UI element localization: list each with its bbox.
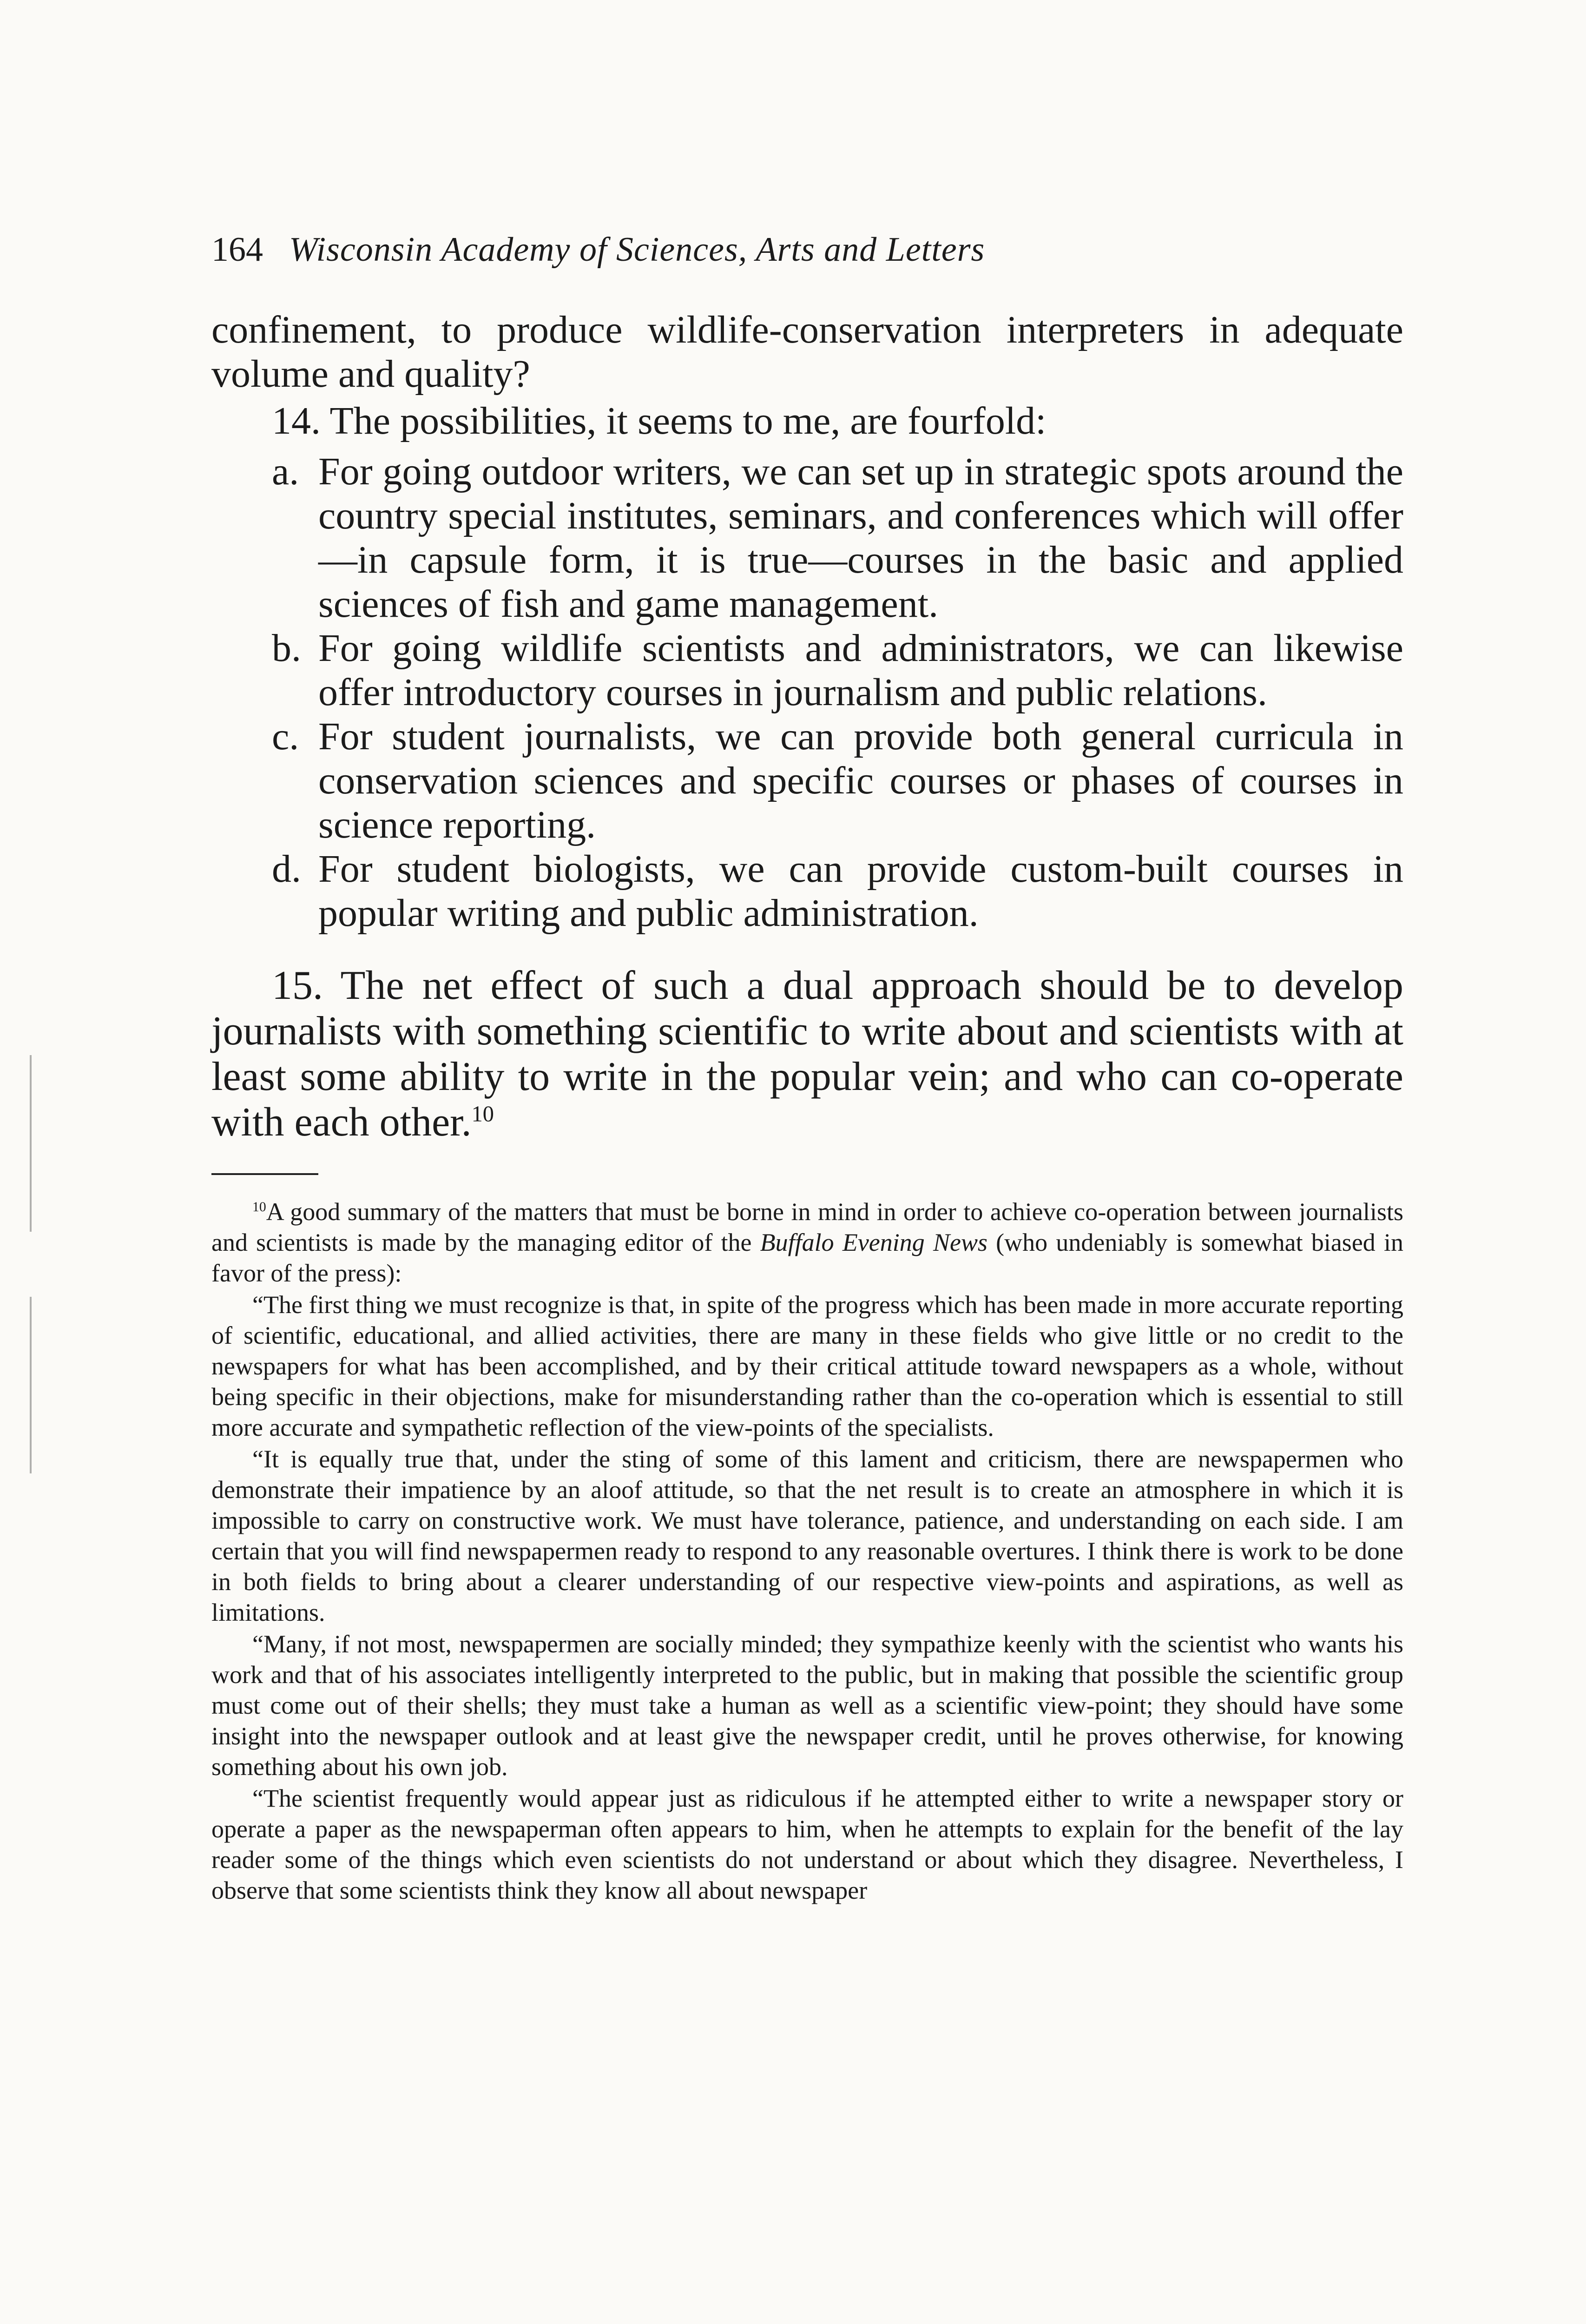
list-item-text: For student biologists, we can provide custom-built courses in popular writing and public administration. <box>318 847 1403 935</box>
list-item <box>211 449 1403 626</box>
footnote-intro <box>211 1196 1403 1288</box>
list-item-text: For student journalists, we can provide both general curricula in conservation sciences and specific courses or phases of courses in science reporting. <box>318 715 1403 846</box>
list-item-text: For going outdoor writers, we can set up in strategic spots around the country special institutes, seminars, and conferences which will offer—in capsule form, it is true—courses in the basic and applied sciences of fish and game management. <box>318 450 1403 626</box>
footnote-quote-3: “Many, if not most, newspapermen are socially minded; they sympathize keenly with the scientist who wants his work and that of his associates intelligently interpreted to the public, but in making that possible the scientific group must come out of their shells; they must take a human as well as a scientific view-point; they should have some insight into the newspaper outlook and at least give the newspaper credit, until he proves otherwise, for knowing something about his own job. <box>211 1630 1403 1781</box>
footnote-divider <box>211 1173 318 1175</box>
paragraph-continuation: confinement, to produce wildlife-conservation interpreters in adequate volume and quality? <box>211 308 1403 396</box>
list-item-label: d. <box>272 847 301 891</box>
list-item-label: b. <box>272 627 301 670</box>
scan-margin-mark-1 <box>30 1055 32 1232</box>
running-header <box>211 232 1403 267</box>
running-title: Wisconsin Academy of Sciences, Arts and Letters <box>289 231 985 269</box>
footnote-quote-2: “It is equally true that, under the sting of some of this lament and criticism, there are newspapermen who demonstrate their impatience by an aloof attitude, so that the net result is to create an atmosphere in which it is impossible to carry on constructive work. We must have tolerance, patience, and understanding on each side. I am certain that you will find newspapermen ready to respond to any reasonable overtures. I think there is work to be done in both fields to bring about a clearer understanding of our respective view-points and aspirations, as well as limitations. <box>211 1445 1403 1626</box>
footnote-reference: 10 <box>471 1102 494 1127</box>
possibilities-list <box>211 449 1403 935</box>
page <box>211 232 1403 1907</box>
list-item <box>211 847 1403 935</box>
paragraph-15 <box>211 963 1403 1145</box>
list-item-text: For going wildlife scientists and administrators, we can likewise offer introductory courses in journalism and public relations. <box>318 627 1403 714</box>
list-item <box>211 626 1403 714</box>
footnote-quote-4: “The scientist frequently would appear just as ridiculous if he attempted either to write a newspaper story or operate a paper as the newspaperman often appears to him, when he attempts to explain for the benefit of the lay reader some of the things which even scientists do not understand or about which they disagree. Nevertheless, I observe that some scientists think they know all about newspaper <box>211 1784 1403 1904</box>
main-text <box>211 308 1403 1145</box>
footnote-marker: 10 <box>252 1200 266 1215</box>
paragraph-14: 14. The possibilities, it seems to me, are fourfold: <box>272 399 1046 442</box>
list-item <box>211 714 1403 847</box>
footnote-quote-1: “The first thing we must recognize is that, in spite of the progress which has been made in more accurate reporting of scientific, educational, and allied activities, there are many in these fields who give little or no credit to the newspapers for what has been accomplished, and by their critical attitude toward newspapers as a whole, without being specific in their objections, make for misunderstanding rather than the co-operation which is essential to still more accurate and sympathetic reflection of the view-points of the specialists. <box>211 1291 1403 1441</box>
footnote-intro-text: A good summary of the matters that must be borne in mind in order to achieve co-operation between journalists and scientists is made by the managing editor of the <box>211 1198 1403 1256</box>
footnote-10 <box>211 1196 1403 1906</box>
footnote-intro-text-end: (who undeniably is somewhat biased in favor of the press): <box>211 1228 1403 1287</box>
scan-margin-mark-2 <box>30 1297 32 1473</box>
newspaper-title: Buffalo Evening News <box>760 1228 987 1256</box>
page-number: 164 <box>211 231 263 269</box>
list-item-label: a. <box>272 450 299 493</box>
paragraph-15-text: 15. The net effect of such a dual approach should be to develop journalists with something scientific to write about and scientists with at least some ability to write in the popular vein; and who can co-operate with each other. <box>211 963 1403 1145</box>
list-item-label: c. <box>272 715 299 758</box>
